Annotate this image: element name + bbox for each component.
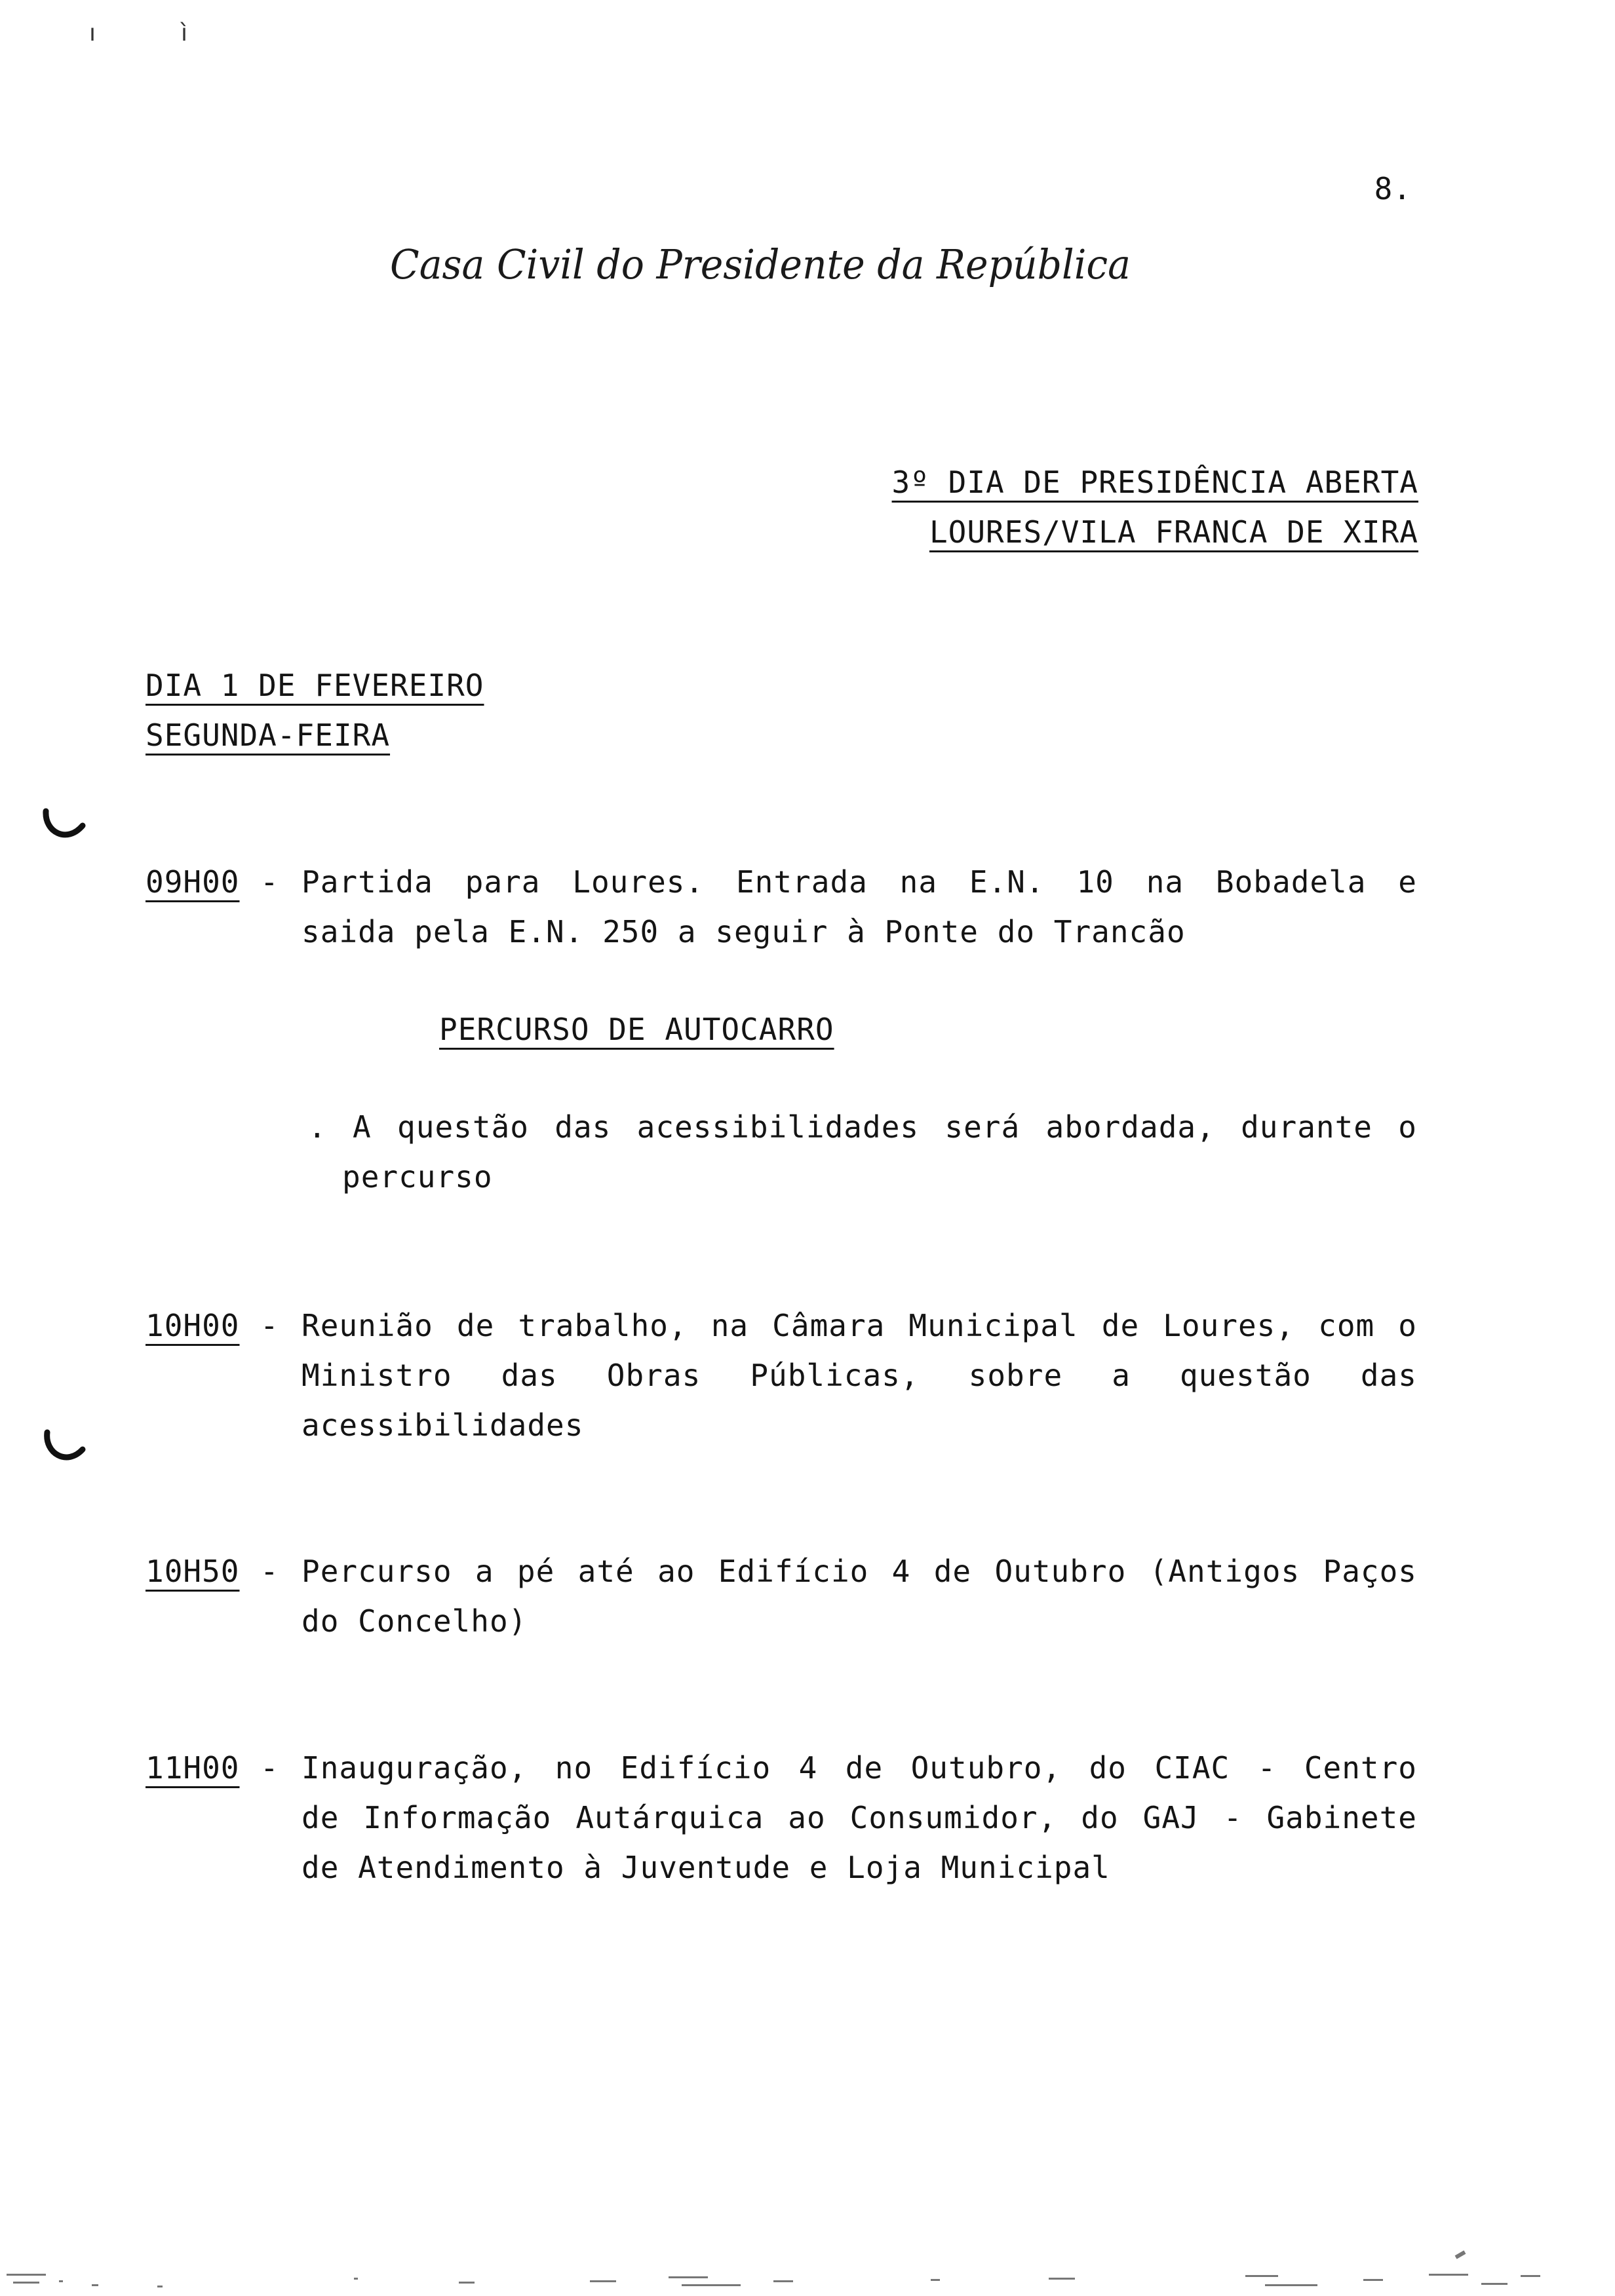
corner-mark: ì	[181, 20, 188, 47]
entry-separator: -	[260, 1308, 279, 1343]
note-line: percurso	[342, 1159, 493, 1195]
entry-line: Ministro das Obras Públicas, sobre a questão das	[302, 1358, 1417, 1393]
entry-time: 10H50	[146, 1554, 240, 1589]
entry-line: Reunião de trabalho, na Câmara Municipal de Loures, com o	[302, 1308, 1417, 1343]
entry-text	[302, 1546, 1417, 1646]
entry-time: 11H00	[146, 1750, 240, 1786]
day-weekday: SEGUNDA-FEIRA	[146, 718, 391, 753]
entry-line: acessibilidades	[302, 1407, 584, 1443]
punch-hole-mark	[41, 1428, 87, 1468]
heading-title: 3º DIA DE PRESIDÊNCIA ABERTA	[891, 465, 1418, 500]
entry-line: do Concelho)	[302, 1603, 528, 1639]
letterhead-script	[367, 233, 1154, 305]
entry-text	[302, 1743, 1417, 1892]
note-line: . A questão das acessibilidades será abordada, durante o	[308, 1109, 1417, 1145]
page-number: 8.	[1374, 171, 1412, 206]
entry-line: Percurso a pé até ao Edifício 4 de Outubro (Antigos Paços	[302, 1554, 1417, 1589]
letterhead-text: Casa Civil do Presidente da República	[390, 240, 1131, 288]
entry-separator: -	[260, 1750, 279, 1786]
corner-mark: ı	[89, 20, 96, 47]
heading-subtitle: LOURES/VILA FRANCA DE XIRA	[929, 514, 1418, 550]
entry-line: Inauguração, no Edifício 4 de Outubro, do CIAC - Centro	[302, 1750, 1417, 1786]
entry-text	[302, 1301, 1417, 1450]
bus-route-note	[308, 1102, 1417, 1202]
entry-line: de Atendimento à Juventude e Loja Municipal	[302, 1850, 1110, 1885]
entry-line: Partida para Loures. Entrada na E.N. 10 na Bobadela e	[302, 864, 1417, 900]
day-date: DIA 1 DE FEVEREIRO	[146, 668, 484, 703]
punch-hole-mark	[41, 806, 87, 845]
bus-route-heading: PERCURSO DE AUTOCARRO	[439, 1012, 834, 1047]
entry-line: de Informação Autárquica ao Consumidor, do GAJ - Gabinete	[302, 1800, 1417, 1835]
letterhead	[367, 233, 1154, 305]
entry-separator: -	[260, 864, 279, 900]
entry-separator: -	[260, 1554, 279, 1589]
entry-time: 09H00	[146, 864, 240, 900]
entry-line: saida pela E.N. 250 a seguir à Ponte do Trancão	[302, 914, 1186, 949]
entry-text	[302, 857, 1417, 957]
entry-time: 10H00	[146, 1308, 240, 1343]
scan-noise	[0, 2248, 1615, 2296]
